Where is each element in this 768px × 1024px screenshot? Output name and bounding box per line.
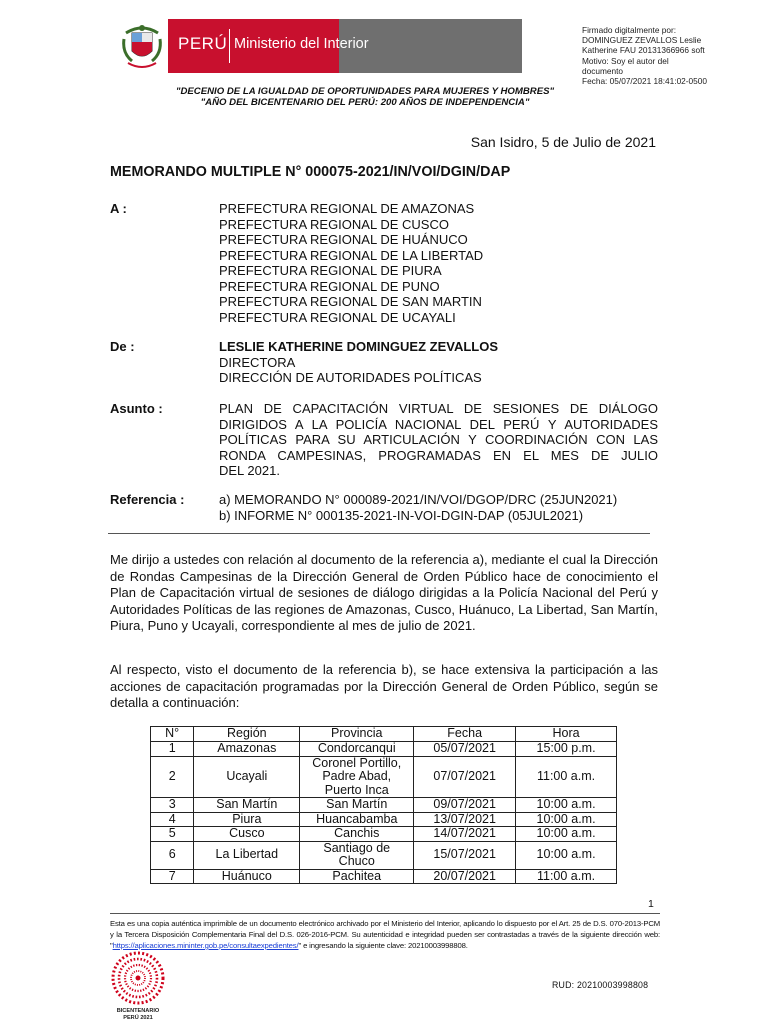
table-row [151,742,617,757]
header-divider [108,533,650,534]
ministry-logo [116,19,406,73]
cell-region: Amazonas [194,742,300,757]
signature-line: DOMINGUEZ ZEVALLOS Leslie [582,35,702,46]
signature-line: documento [582,65,624,76]
recipient-item: PREFECTURA REGIONAL DE CUSCO [219,216,449,232]
sender-office: DIRECCIÓN DE AUTORIDADES POLÍTICAS [219,370,482,385]
cell-date: 13/07/2021 [414,812,516,827]
cell-time: 10:00 a.m. [516,841,617,869]
col-header-province: Provincia [300,727,414,742]
bicentenario-logo [108,948,168,1020]
cell-province: Huancabamba [300,812,414,827]
col-header-number: N° [151,727,194,742]
cell-date: 15/07/2021 [414,841,516,869]
banner-divider [229,29,230,63]
coat-of-arms-icon [116,19,168,73]
cell-region: Piura [194,812,300,827]
digital-signature [582,25,762,86]
cell-time: 15:00 p.m. [516,742,617,757]
memo-title: MEMORANDO MULTIPLE N° 000075-2021/IN/VOI/DGIN/DAP [110,164,511,180]
schedule-table [150,726,617,884]
decenio-line-2: "AÑO DEL BICENTENARIO DEL PERÚ: 200 AÑOS DE INDEPENDENCIA" [200,97,530,108]
cell-province: Condorcanqui [300,742,414,757]
table-row [151,798,617,813]
footer-note-text: Esta es una copia auténtica imprimible de un documento electrónico archivado por el Ministerio del Interior, aplicando lo dispuesto por el Art. 25 de D.S. 070-2013-PCM y la Tercera Disposición Complementaria Final del D.S. 026-2016-PCM. Su autenticidad e integridad pueden ser contrastadas a través de la siguiente dirección web: " [110,919,660,950]
table-row [151,812,617,827]
signature-line: Motivo: Soy el autor del [582,55,669,66]
cell-province: San Martín [300,798,414,813]
recipient-item: PREFECTURA REGIONAL DE AMAZONAS [219,201,475,216]
recipient-item: PREFECTURA REGIONAL DE PUNO [219,278,440,294]
footer-note-text: " e ingresando la siguiente clave: 20210003998808. [298,941,468,950]
subject-line: POLÍTICAS PARA SU ARTICULACIÓN Y COORDINACIÓN CON LAS [219,432,658,447]
table-row [151,827,617,842]
decenio-header [130,86,600,108]
subject-line: DIRIGIDOS A LA POLICÍA NACIONAL DEL PERÚ Y AUTORIDADES [219,416,658,432]
reference-label: Referencia : [110,492,185,507]
cell-time: 10:00 a.m. [516,812,617,827]
cell-date: 05/07/2021 [414,742,516,757]
recipient-list [219,201,483,325]
cell-date: 09/07/2021 [414,798,516,813]
footer-divider [110,913,660,914]
table-header-row [151,727,617,742]
cell-province: Coronel Portillo, Padre Abad, Puerto Inca [300,756,414,798]
country-name: PERÚ [178,34,228,53]
cell-region: San Martín [194,798,300,813]
cell-time: 10:00 a.m. [516,827,617,842]
body-paragraph-1: Me dirijo a ustedes con relación al documento de la referencia a), mediante el cual la Dirección de Rondas Campesinas de la Dirección General de Orden Público hace de conocimiento el Plan de Capacitación virtual de sesiones de diálogo dirigidas a la Policía Nacional del Perú y Autoridades Políticas de las regiones de Amazonas, Cusco, Huánuco, La Libertad, San Martín, Piura, Puno y Ucayali, correspondiente al mes de julio de 2021. [110,552,658,634]
cell-number: 3 [151,798,194,813]
sender-name: LESLIE KATHERINE DOMINGUEZ ZEVALLOS [219,339,499,354]
cell-number: 2 [151,756,194,798]
table-row [151,756,617,798]
bicentenario-caption-line: BICENTENARIO [116,1008,160,1014]
rud-code: RUD: 20210003998808 [552,980,649,990]
cell-number: 7 [151,869,194,884]
subject-label: Asunto : [110,401,163,416]
page-number: 1 [648,898,654,910]
document-date: San Isidro, 5 de Julio de 2021 [470,134,656,150]
cell-date: 07/07/2021 [414,756,516,798]
cell-date: 14/07/2021 [414,827,516,842]
recipient-item: PREFECTURA REGIONAL DE LA LIBERTAD [219,247,484,263]
decenio-line-1: "DECENIO DE LA IGUALDAD DE OPORTUNIDADES PARA MUJERES Y HOMBRES" [175,86,555,97]
to-label: A : [110,201,127,216]
body-paragraph-2: Al respecto, visto el documento de la referencia b), se hace extensiva la participación a las acciones de capacitación programadas por la Dirección General de Orden Público, según se detalla a continuación: [110,662,658,711]
bicentenario-caption [108,1008,168,1021]
bicentenario-caption-line: PERÚ 2021 [123,1014,153,1021]
cell-number: 5 [151,827,194,842]
col-header-time: Hora [516,727,617,742]
cell-region: Huánuco [194,869,300,884]
bicentenario-emblem-icon [108,948,168,1008]
subject-line: DEL 2021. [219,463,280,478]
footer-note [110,918,660,951]
recipient-item: PREFECTURA REGIONAL DE HUÁNUCO [219,232,468,247]
signature-line: Firmado digitalmente por: [582,25,677,35]
sender-block [219,339,498,386]
cell-date: 20/07/2021 [414,869,516,884]
cell-time: 10:00 a.m. [516,798,617,813]
cell-region: Cusco [194,827,300,842]
recipient-item: PREFECTURA REGIONAL DE UCAYALI [219,309,456,325]
signature-line: Katherine FAU 20131366966 soft [582,45,705,56]
reference-item: b) INFORME N° 000135-2021-IN-VOI-DGIN-DAP (05JUL2021) [219,507,584,523]
reference-item: a) MEMORANDO N° 000089-2021/IN/VOI/DGOP/DRC (25JUN2021) [219,492,618,507]
signature-line: Fecha: 05/07/2021 18:41:02-0500 [582,76,708,87]
table-row [151,869,617,884]
cell-number: 1 [151,742,194,757]
cell-region: Ucayali [194,756,300,798]
cell-time: 11:00 a.m. [516,869,617,884]
ministry-name: Ministerio del Interior [234,36,369,52]
table-row [151,841,617,869]
cell-number: 4 [151,812,194,827]
recipient-item: PREFECTURA REGIONAL DE SAN MARTIN [219,294,482,309]
sender-role: DIRECTORA [219,354,296,370]
from-label: De : [110,339,135,354]
subject-line: PLAN DE CAPACITACIÓN VIRTUAL DE SESIONES DE DIÁLOGO [219,401,658,416]
verification-link[interactable]: https://aplicaciones.mininter.gob.pe/consultaexpedientes/ [112,941,299,950]
cell-number: 6 [151,841,194,869]
recipient-item: PREFECTURA REGIONAL DE PIURA [219,263,442,278]
subject-line: RONDA CAMPESINAS, PROGRAMADAS EN EL MES DE JULIO [219,447,658,463]
cell-time: 11:00 a.m. [516,756,617,798]
cell-province: Pachitea [300,869,414,884]
reference-list [219,492,617,523]
cell-region: La Libertad [194,841,300,869]
col-header-region: Región [194,727,300,742]
cell-province: Santiago de Chuco [300,841,414,869]
cell-province: Canchis [300,827,414,842]
col-header-date: Fecha [414,727,516,742]
subject-text [219,401,658,479]
